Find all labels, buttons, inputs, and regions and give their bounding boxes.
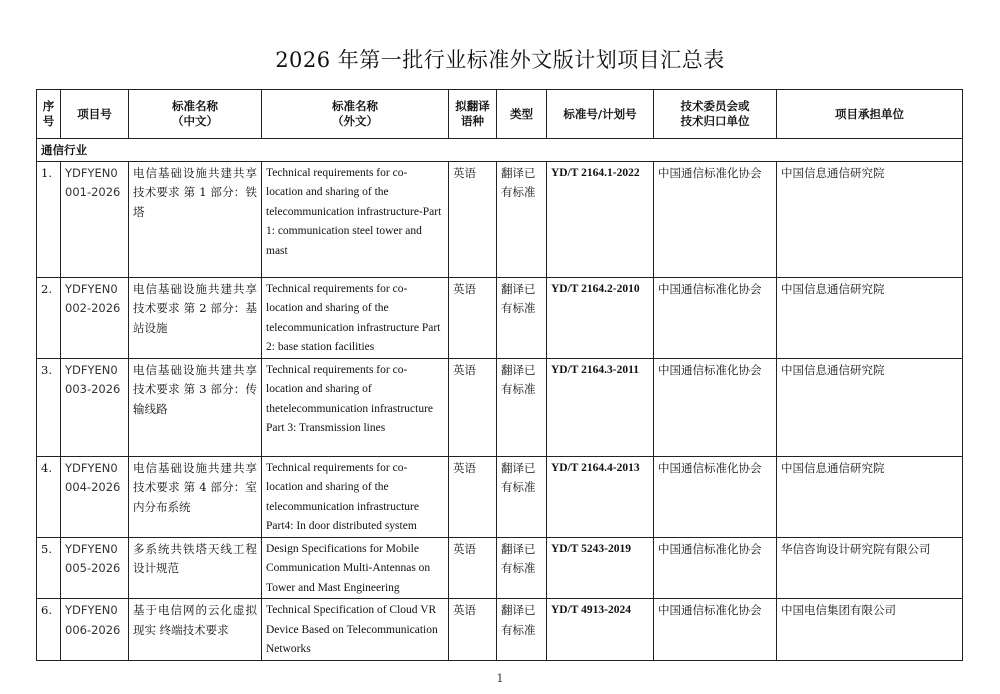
standard-name-en: Technical Specification of Cloud VR Device Based on Telecommunication Networks: [262, 599, 449, 661]
translation-language: 英语: [449, 358, 497, 456]
standard-name-cn: 多系统共铁塔天线工程设计规范: [129, 537, 262, 599]
header-code: 项目号: [61, 90, 129, 139]
committee: 中国通信标准化协会: [654, 537, 777, 599]
translation-language: 英语: [449, 161, 497, 277]
row-index: 2.: [37, 277, 61, 358]
undertaking-unit: 华信咨询设计研究院有限公司: [777, 537, 963, 599]
project-type: 翻译已有标准: [497, 456, 547, 537]
standard-name-cn: 基于电信网的云化虚拟现实 终端技术要求: [129, 599, 262, 661]
standard-number: YD/T 5243-2019: [547, 537, 654, 599]
undertaking-unit: 中国电信集团有限公司: [777, 599, 963, 661]
standard-number: YD/T 2164.1-2022: [547, 161, 654, 277]
project-code: YDFYEN0003-2026: [61, 358, 129, 456]
project-type: 翻译已有标准: [497, 358, 547, 456]
standard-name-en: Technical requirements for co-location and sharing of the telecommunication infrastructure Part4: In door distributed system: [262, 456, 449, 537]
row-index: 3.: [37, 358, 61, 456]
committee: 中国通信标准化协会: [654, 277, 777, 358]
document-title: 2026 年第一批行业标准外文版计划项目汇总表: [275, 48, 725, 72]
row-index: 4.: [37, 456, 61, 537]
project-code: YDFYEN0001-2026: [61, 161, 129, 277]
standard-name-en: Technical requirements for co-location and sharing of the telecommunication infrastructure Part 2: base station facilities: [262, 277, 449, 358]
header-std-no: 标准号/计划号: [547, 90, 654, 139]
section-label: 通信行业: [37, 139, 963, 162]
project-type: 翻译已有标准: [497, 537, 547, 599]
standard-name-en: Technical requirements for co-location and sharing of the telecommunication infrastructure-Part 1: communication steel tower and mast: [262, 161, 449, 277]
row-index: 1.: [37, 161, 61, 277]
undertaking-unit: 中国信息通信研究院: [777, 277, 963, 358]
translation-language: 英语: [449, 456, 497, 537]
project-code: YDFYEN0002-2026: [61, 277, 129, 358]
standard-number: YD/T 4913-2024: [547, 599, 654, 661]
undertaking-unit: 中国信息通信研究院: [777, 456, 963, 537]
project-type: 翻译已有标准: [497, 277, 547, 358]
header-committee: 技术委员会或 技术归口单位: [654, 90, 777, 139]
committee: 中国通信标准化协会: [654, 161, 777, 277]
row-index: 5.: [37, 537, 61, 599]
header-name-cn: 标准名称 （中文）: [129, 90, 262, 139]
page-number: 1: [496, 672, 504, 685]
table-row: [37, 358, 963, 456]
standard-name-cn: 电信基础设施共建共享技术要求 第 4 部分：室内分布系统: [129, 456, 262, 537]
table-row: [37, 456, 963, 537]
header-unit: 项目承担单位: [777, 90, 963, 139]
project-type: 翻译已有标准: [497, 599, 547, 661]
committee: 中国通信标准化协会: [654, 599, 777, 661]
standard-name-en: Technical requirements for co-location and sharing of thetelecommunication infrastructure Part 3: Transmission lines: [262, 358, 449, 456]
standard-name-cn: 电信基础设施共建共享技术要求 第 3 部分：传输线路: [129, 358, 262, 456]
translation-language: 英语: [449, 537, 497, 599]
standard-number: YD/T 2164.4-2013: [547, 456, 654, 537]
header-lang: 拟翻译 语种: [449, 90, 497, 139]
table-row: [37, 161, 963, 277]
header-name-en: 标准名称 （外文）: [262, 90, 449, 139]
project-code: YDFYEN0004-2026: [61, 456, 129, 537]
table-row: [37, 277, 963, 358]
section-row: [37, 139, 963, 162]
header-row: [37, 90, 963, 139]
standard-number: YD/T 2164.3-2011: [547, 358, 654, 456]
plan-table: [36, 89, 963, 661]
project-code: YDFYEN0006-2026: [61, 599, 129, 661]
header-seq: 序 号: [37, 90, 61, 139]
committee: 中国通信标准化协会: [654, 456, 777, 537]
undertaking-unit: 中国信息通信研究院: [777, 161, 963, 277]
row-index: 6.: [37, 599, 61, 661]
standard-name-cn: 电信基础设施共建共享技术要求 第 2 部分：基站设施: [129, 277, 262, 358]
project-type: 翻译已有标准: [497, 161, 547, 277]
table-row: [37, 599, 963, 661]
committee: 中国通信标准化协会: [654, 358, 777, 456]
standard-number: YD/T 2164.2-2010: [547, 277, 654, 358]
table-row: [37, 537, 963, 599]
standard-name-en: Design Specifications for Mobile Communication Multi-Antennas on Tower and Mast Engineering: [262, 537, 449, 599]
standard-name-cn: 电信基础设施共建共享技术要求 第 1 部分：铁塔: [129, 161, 262, 277]
header-type: 类型: [497, 90, 547, 139]
undertaking-unit: 中国信息通信研究院: [777, 358, 963, 456]
translation-language: 英语: [449, 277, 497, 358]
translation-language: 英语: [449, 599, 497, 661]
project-code: YDFYEN0005-2026: [61, 537, 129, 599]
